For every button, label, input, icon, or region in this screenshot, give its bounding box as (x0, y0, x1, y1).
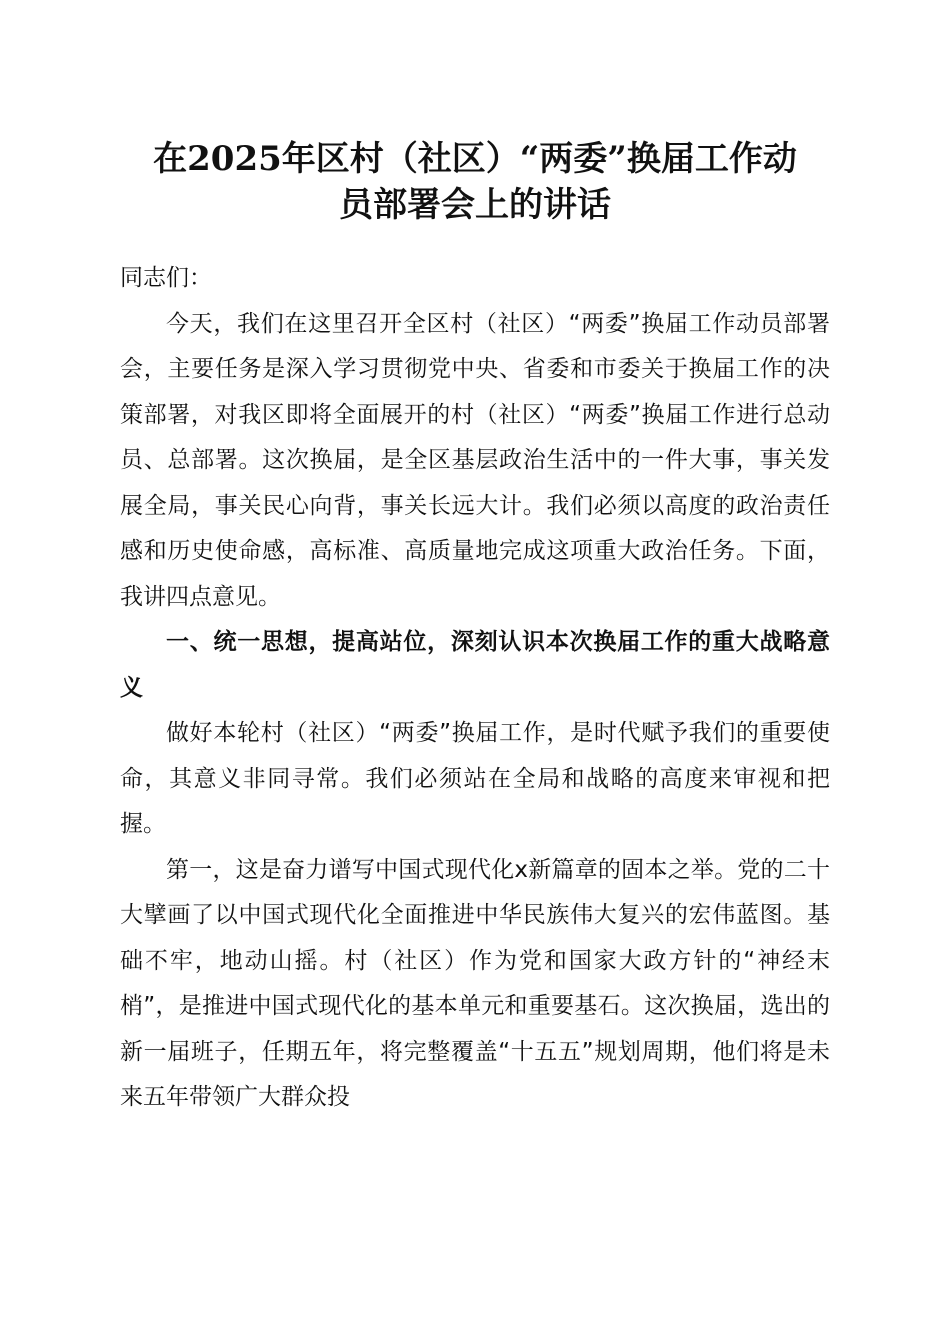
title-line-2: 员部署会上的讲话 (339, 185, 611, 225)
paragraph-section-1-intro: 做好本轮村（社区）“两委”换届工作，是时代赋予我们的重要使命，其意义非同寻常。我们必须站在全局和战略的高度来审视和把握。 (120, 720, 830, 837)
paragraph-intro: 今天，我们在这里召开全区村（社区）“两委”换届工作动员部署会，主要任务是深入学习贯彻党中央、省委和市委关于换届工作的决策部署，对我区即将全面展开的村（社区）“两委”换届工作进行总动员、总部署。这次换届，是全区基层政治生活中的一件大事，事关发展全局，事关民心向背，事关长远大计。我们必须以高度的政治责任感和历史使命感，高标准、高质量地完成这项重大政治任务。下面，我讲四点意见。 (120, 310, 830, 610)
paragraph-point-1: 第一，这是奋力谱写中国式现代化x新篇章的固本之举。党的二十大擘画了以中国式现代化全面推进中华民族伟大复兴的宏伟蓝图。基础不牢，地动山摇。村（社区）作为党和国家大政方针的“神经末梢”，是推进中国式现代化的基本单元和重要基石。这次换届，选出的新一届班子，任期五年，将完整覆盖“十五五”规划周期，他们将是未来五年带领广大群众投 (120, 856, 830, 1110)
document-body (120, 256, 830, 1121)
document-title (100, 136, 850, 228)
title-line-1: 在2025年区村（社区）“两委”换届工作动 (153, 139, 797, 179)
salutation: 同志们： (120, 265, 212, 291)
section-heading-1: 一、统一思想，提高站位，深刻认识本次换届工作的重大战略意义 (120, 629, 830, 701)
